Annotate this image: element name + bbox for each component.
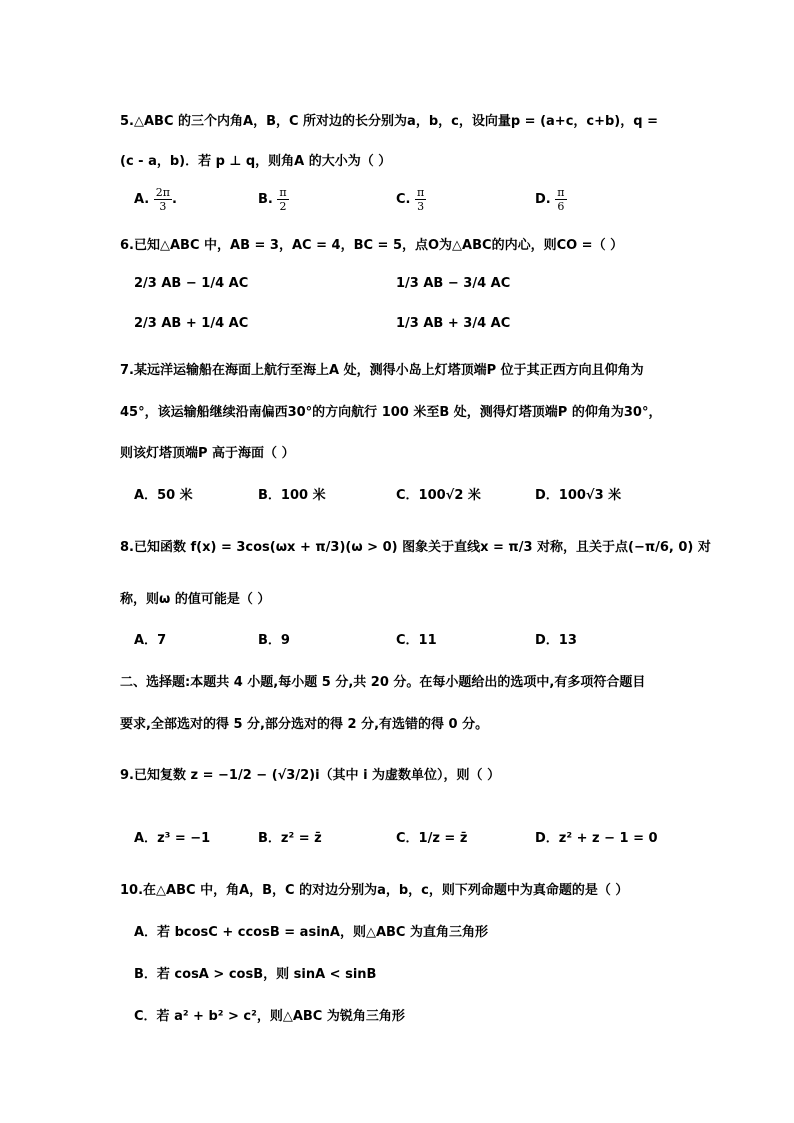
q7-option-c[interactable]: C．100√2 米 xyxy=(396,488,481,503)
q8-option-d[interactable]: D．13 xyxy=(535,633,577,648)
q9-option-d[interactable]: D．z² + z − 1 = 0 xyxy=(535,831,658,846)
q7-option-d[interactable]: D．100√3 米 xyxy=(535,488,622,503)
q5-option-d-frac: $\frac{\pi}{6}$ xyxy=(557,186,565,213)
q8-options xyxy=(134,629,694,653)
q10-option-b[interactable]: B．若 cosA > cosB，则 sinA < sinB xyxy=(134,967,377,982)
q6-option-c[interactable]: 2/3 AB + 1/4 AC xyxy=(134,316,249,331)
q8-line2: 称，则ω 的值可能是（ ） xyxy=(120,592,271,607)
q8-option-b[interactable]: B．9 xyxy=(258,633,290,648)
q5-option-c[interactable]: C. $\frac{\pi}{3}$ xyxy=(396,186,425,213)
q5-option-a-frac: $\frac{2\pi}{3}$ xyxy=(155,186,171,213)
q6-option-d[interactable]: 1/3 AB + 3/4 AC xyxy=(396,316,511,331)
section2-heading-line2: 要求,全部选对的得 5 分,部分选对的得 2 分,有选错的得 0 分。 xyxy=(120,717,489,732)
q8-option-c[interactable]: C．11 xyxy=(396,633,437,648)
q7-option-a[interactable]: A．50 米 xyxy=(134,488,193,503)
q10-option-a[interactable]: A．若 bcosC + ccosB = asinA，则△ABC 为直角三角形 xyxy=(134,925,489,940)
q9-option-b[interactable]: B．z² = z̄ xyxy=(258,831,322,846)
section2-heading-line1: 二、选择题:本题共 4 小题,每小题 5 分,共 20 分。在每小题给出的选项中,有多项符合题目 xyxy=(120,675,646,690)
q5-option-c-frac: $\frac{\pi}{3}$ xyxy=(417,186,425,213)
q7-line1: 7.某远洋运输船在海面上航行至海上A 处，测得小岛上灯塔顶端P 位于其正西方向且仰角为 xyxy=(120,363,644,378)
q7-line3: 则该灯塔顶端P 高于海面（ ） xyxy=(120,446,295,461)
q7-option-b[interactable]: B．100 米 xyxy=(258,488,326,503)
q9-options xyxy=(134,827,694,851)
q10-option-c[interactable]: C．若 a² + b² > c²，则△ABC 为锐角三角形 xyxy=(134,1009,405,1024)
q9-option-c[interactable]: C．1/z = z̄ xyxy=(396,831,468,846)
q10-line1: 10.在△ABC 中，角A，B，C 的对边分别为a，b，c，则下列命题中为真命题的是（ ） xyxy=(120,883,629,898)
q5-option-a[interactable]: A. $\frac{2\pi}{3}$ . xyxy=(134,186,177,213)
q9-option-a[interactable]: A．z³ = −1 xyxy=(134,831,211,846)
q5-option-d[interactable]: D. $\frac{\pi}{6}$ xyxy=(535,186,565,213)
q6-option-b[interactable]: 1/3 AB − 3/4 AC xyxy=(396,276,511,291)
q6-option-a[interactable]: 2/3 AB − 1/4 AC xyxy=(134,276,249,291)
q6-line1: 6.已知△ABC 中，AB = 3，AC = 4，BC = 5，点O为△ABC的内心，则CO =（ ） xyxy=(120,238,624,253)
q6-options-row2 xyxy=(134,316,694,340)
q8-line1: 8.已知函数 f(x) = 3cos(ωx + π/3)(ω > 0) 图象关于直线x = π/3 对称，且关于点(−π/6, 0) 对 xyxy=(120,540,711,555)
q7-line2: 45°，该运输船继续沿南偏西30°的方向航行 100 米至B 处，测得灯塔顶端P 的仰角为30°， xyxy=(120,405,662,420)
q8-option-a[interactable]: A．7 xyxy=(134,633,167,648)
q7-options xyxy=(134,484,694,508)
q6-options-row1 xyxy=(134,276,694,300)
q5-line2: (c - a，b)．若 p ⊥ q，则角A 的大小为（ ） xyxy=(120,154,392,169)
q9-line1: 9.已知复数 z = −1/2 − (√3/2)i（其中 i 为虚数单位），则（ ） xyxy=(120,768,501,783)
q5-line1: 5.△ABC 的三个内角A，B，C 所对边的长分别为a，b，c，设向量p = (a+c，c+b)，q = xyxy=(120,114,658,129)
q5-options xyxy=(134,186,694,213)
q5-option-b-frac: $\frac{\pi}{2}$ xyxy=(279,186,287,213)
q5-option-b[interactable]: B. $\frac{\pi}{2}$ xyxy=(258,186,287,213)
